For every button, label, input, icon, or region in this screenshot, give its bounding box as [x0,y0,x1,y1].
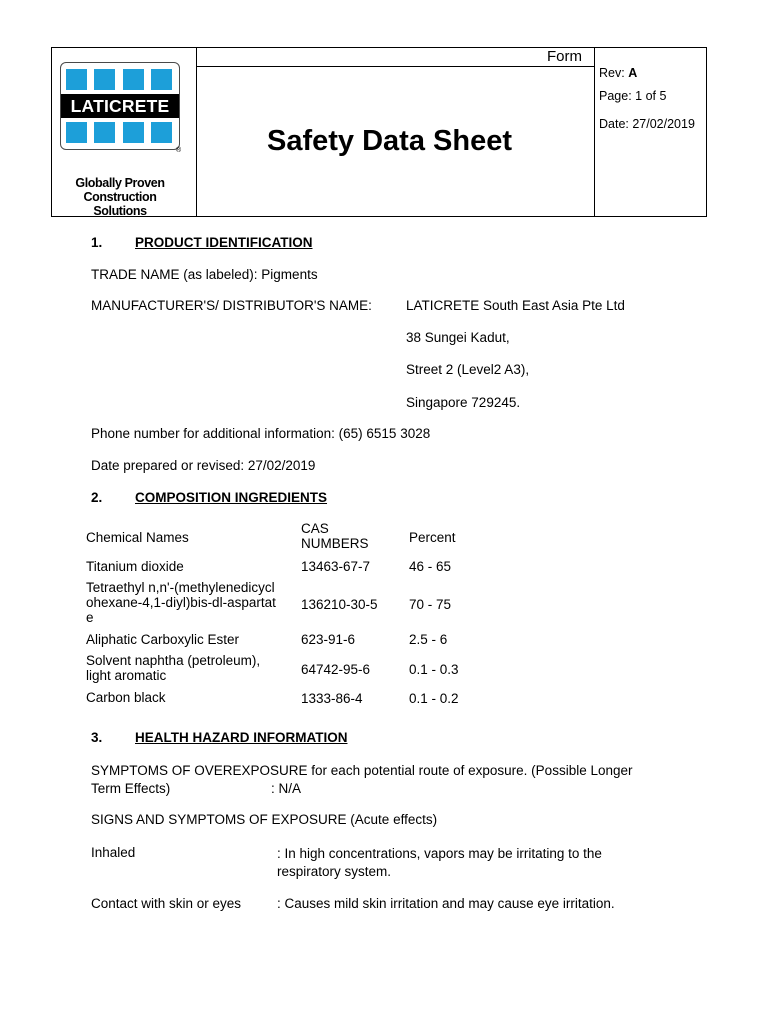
form-label: Form [547,48,582,65]
header-date: Date: 27/02/2019 [599,117,695,131]
phone-info: Phone number for additional information: (65) 6515 3028 [91,426,431,441]
rev-value: A [628,66,638,80]
laticrete-logo [60,62,180,150]
address-line: Singapore 729245. [406,395,521,410]
section3-number: 3. [91,730,103,745]
symptoms-text-2: Term Effects) [91,781,171,796]
ingredient-cas: 13463-67-7 [301,559,371,574]
rev-line [599,66,637,80]
address-line: Street 2 (Level2 A3), [406,362,530,377]
ingredient-cas: 136210-30-5 [301,597,378,612]
section3-title: HEALTH HAZARD INFORMATION [135,730,348,745]
ingredient-percent: 0.1 - 0.3 [409,662,459,677]
registered-mark: ® [176,147,182,154]
date-prepared: Date prepared or revised: 27/02/2019 [91,458,316,473]
header-divider-left [196,47,197,217]
section1-title: PRODUCT IDENTIFICATION [135,235,313,250]
ingredient-percent: 70 - 75 [409,597,452,612]
contact-value: : Causes mild skin irritation and may cause eye irritation. [277,896,615,911]
section2-title: COMPOSITION INGREDIENTS [135,490,328,505]
form-row-divider [196,66,594,67]
manufacturer-label: MANUFACTURER'S/ DISTRIBUTOR'S NAME: [91,298,372,313]
address-line: LATICRETE South East Asia Pte Ltd [406,298,625,313]
ingredient-percent: 0.1 - 0.2 [409,691,459,706]
ingredient-cas: 1333-86-4 [301,691,363,706]
address-line: 38 Sungei Kadut, [406,330,510,345]
tagline-line2: Construction Solutions [83,190,157,218]
symptoms-value: : N/A [271,781,302,796]
ingredient-name: Carbon black [86,690,166,705]
rev-label: Rev: [599,66,625,80]
col-header-cas: CAS NUMBERS [301,521,369,551]
ingredient-cas: 623-91-6 [301,632,356,647]
ingredient-name: Tetraethyl n,n'-(methylenedicyclohexane-4,1-diyl)bis-dl-aspartate [86,580,276,625]
inhaled-value: : In high concentrations, vapors may be irritating to the respiratory system. [277,846,602,879]
ingredient-name: Titanium dioxide [86,559,184,574]
header-divider-right [594,47,595,217]
contact-label: Contact with skin or eyes [91,896,242,911]
ingredient-name: Aliphatic Carboxylic Ester [86,632,240,647]
page-title: Safety Data Sheet [267,125,512,157]
page-number: Page: 1 of 5 [599,89,667,103]
symptoms-text: SYMPTOMS OF OVEREXPOSURE for each potential route of exposure. (Possible Longer [91,763,633,778]
col-header-name: Chemical Names [86,530,189,545]
ingredient-percent: 46 - 65 [409,559,452,574]
logo-text: LATICRETE [61,94,179,118]
ingredient-cas: 64742-95-6 [301,662,371,677]
signs-heading: SIGNS AND SYMPTOMS OF EXPOSURE (Acute effects) [91,812,438,827]
col-header-percent: Percent [409,530,456,545]
trade-name: TRADE NAME (as labeled): Pigments [91,267,318,282]
section2-number: 2. [91,490,103,505]
section1-number: 1. [91,235,103,250]
ingredient-percent: 2.5 - 6 [409,632,448,647]
tagline-line1: Globally Proven [75,176,165,190]
inhaled-label: Inhaled [91,845,136,860]
ingredient-name: Solvent naphtha (petroleum), light aromatic [86,653,261,683]
